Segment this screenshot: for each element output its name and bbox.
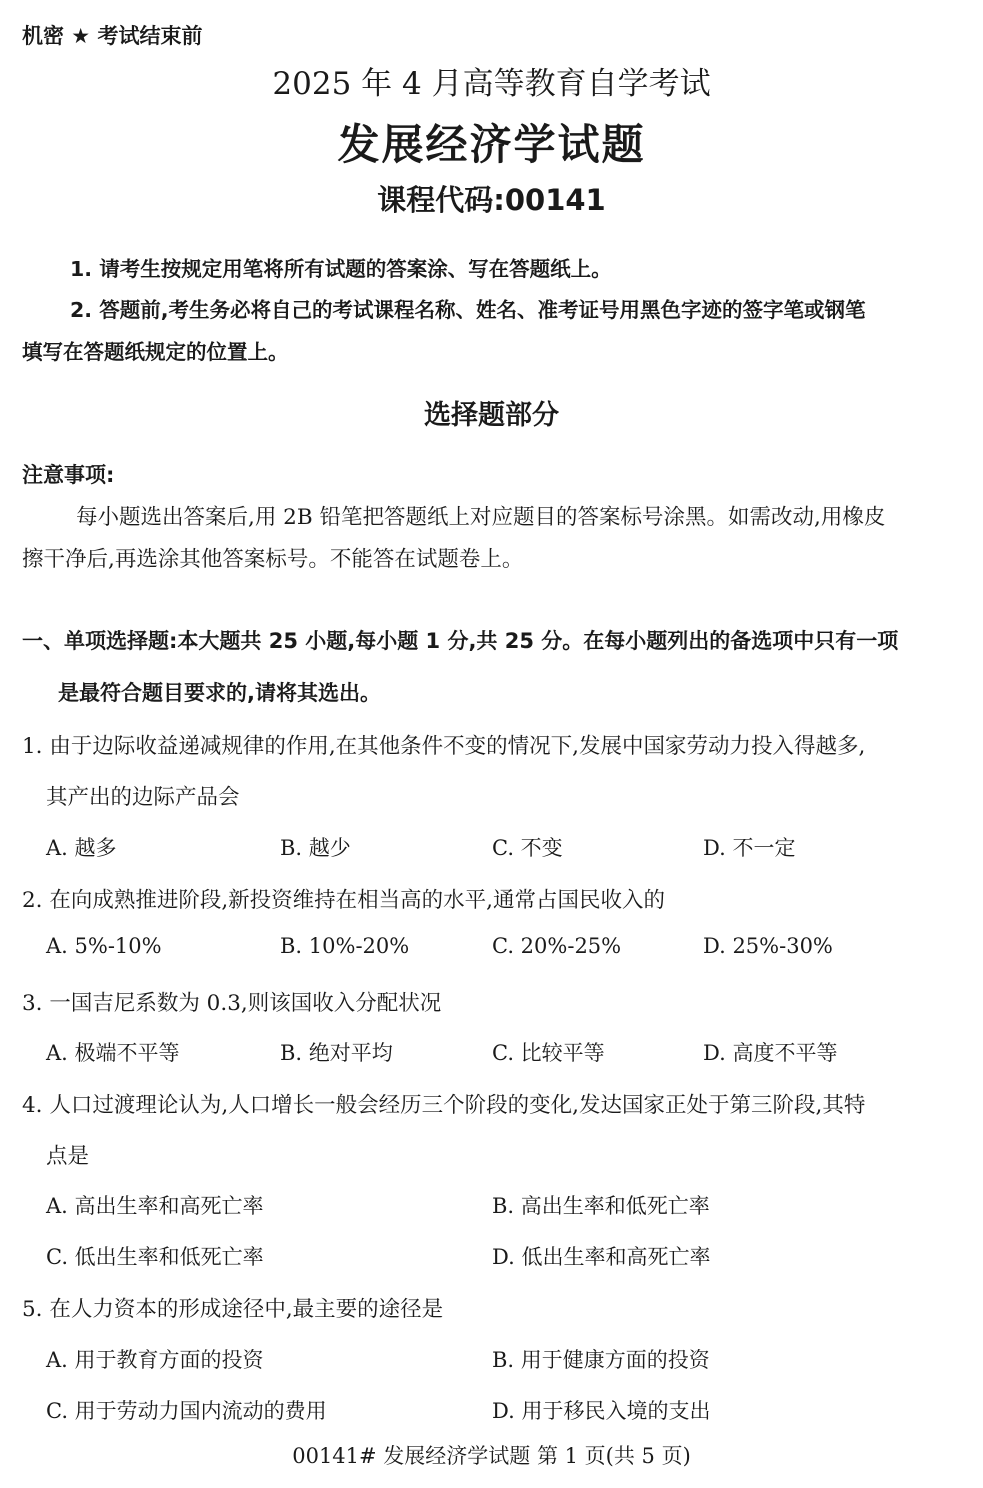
option: B. 用于健康方面的投资 [492,1348,710,1372]
option: A. 5%-10% [46,934,162,958]
option: A. 高出生率和高死亡率 [46,1194,264,1218]
option: C. 低出生率和低死亡率 [46,1245,264,1269]
option: D. 25%-30% [703,934,833,958]
instruction-line: 填写在答题纸规定的位置上。 [22,340,289,364]
notes-text: 每小题选出答案后,用 2B 铅笔把答题纸上对应题目的答案标号涂黑。如需改动,用橡皮 [76,505,886,530]
option: C. 比较平等 [492,1041,605,1065]
question-stem: 3. 一国吉尼系数为 0.3,则该国收入分配状况 [22,991,442,1016]
option: A. 极端不平等 [46,1041,180,1065]
option: C. 20%-25% [492,934,622,958]
option: B. 高出生率和低死亡率 [492,1194,710,1218]
page-footer: 00141# 发展经济学试题 第 1 页(共 5 页) [292,1444,691,1468]
page-title: 发展经济学试题 [337,120,646,169]
part-heading: 是最符合题目要求的,请将其选出。 [58,681,381,705]
option: C. 用于劳动力国内流动的费用 [46,1399,327,1423]
option: A. 越多 [46,836,117,860]
question-stem: 2. 在向成熟推进阶段,新投资维持在相当高的水平,通常占国民收入的 [22,888,666,913]
section-heading: 选择题部分 [424,400,559,431]
question-stem: 5. 在人力资本的形成途径中,最主要的途径是 [22,1297,444,1322]
question-stem: 其产出的边际产品会 [46,785,240,810]
question-stem: 1. 由于边际收益递减规律的作用,在其他条件不变的情况下,发展中国家劳动力投入得越多, [22,734,866,759]
option: B. 绝对平均 [280,1041,393,1065]
exam-session: 2025 年 4 月高等教育自学考试 [272,66,711,102]
option: D. 用于移民入境的支出 [492,1399,711,1423]
part-heading: 一、单项选择题:本大题共 25 小题,每小题 1 分,共 25 分。在每小题列出的备选项中只有一项 [22,629,899,653]
option: C. 不变 [492,836,563,860]
option: A. 用于教育方面的投资 [46,1348,264,1372]
notes-label: 注意事项: [22,463,115,487]
option: B. 10%-20% [280,934,410,958]
confidential-notice: 机密 ★ 考试结束前 [22,24,203,48]
option: B. 越少 [280,836,351,860]
question-stem: 4. 人口过渡理论认为,人口增长一般会经历三个阶段的变化,发达国家正处于第三阶段,其特 [22,1093,866,1118]
instruction-line: 2. 答题前,考生务必将自己的考试课程名称、姓名、准考证号用黑色字迹的签字笔或钢笔 [70,298,866,322]
option: D. 不一定 [703,836,796,860]
notes-text: 擦干净后,再选涂其他答案标号。不能答在试题卷上。 [22,547,524,572]
question-stem: 点是 [46,1144,90,1169]
option: D. 高度不平等 [703,1041,838,1065]
course-code: 课程代码:00141 [377,183,606,217]
option: D. 低出生率和高死亡率 [492,1245,711,1269]
instruction-line: 1. 请考生按规定用笔将所有试题的答案涂、写在答题纸上。 [70,257,612,281]
